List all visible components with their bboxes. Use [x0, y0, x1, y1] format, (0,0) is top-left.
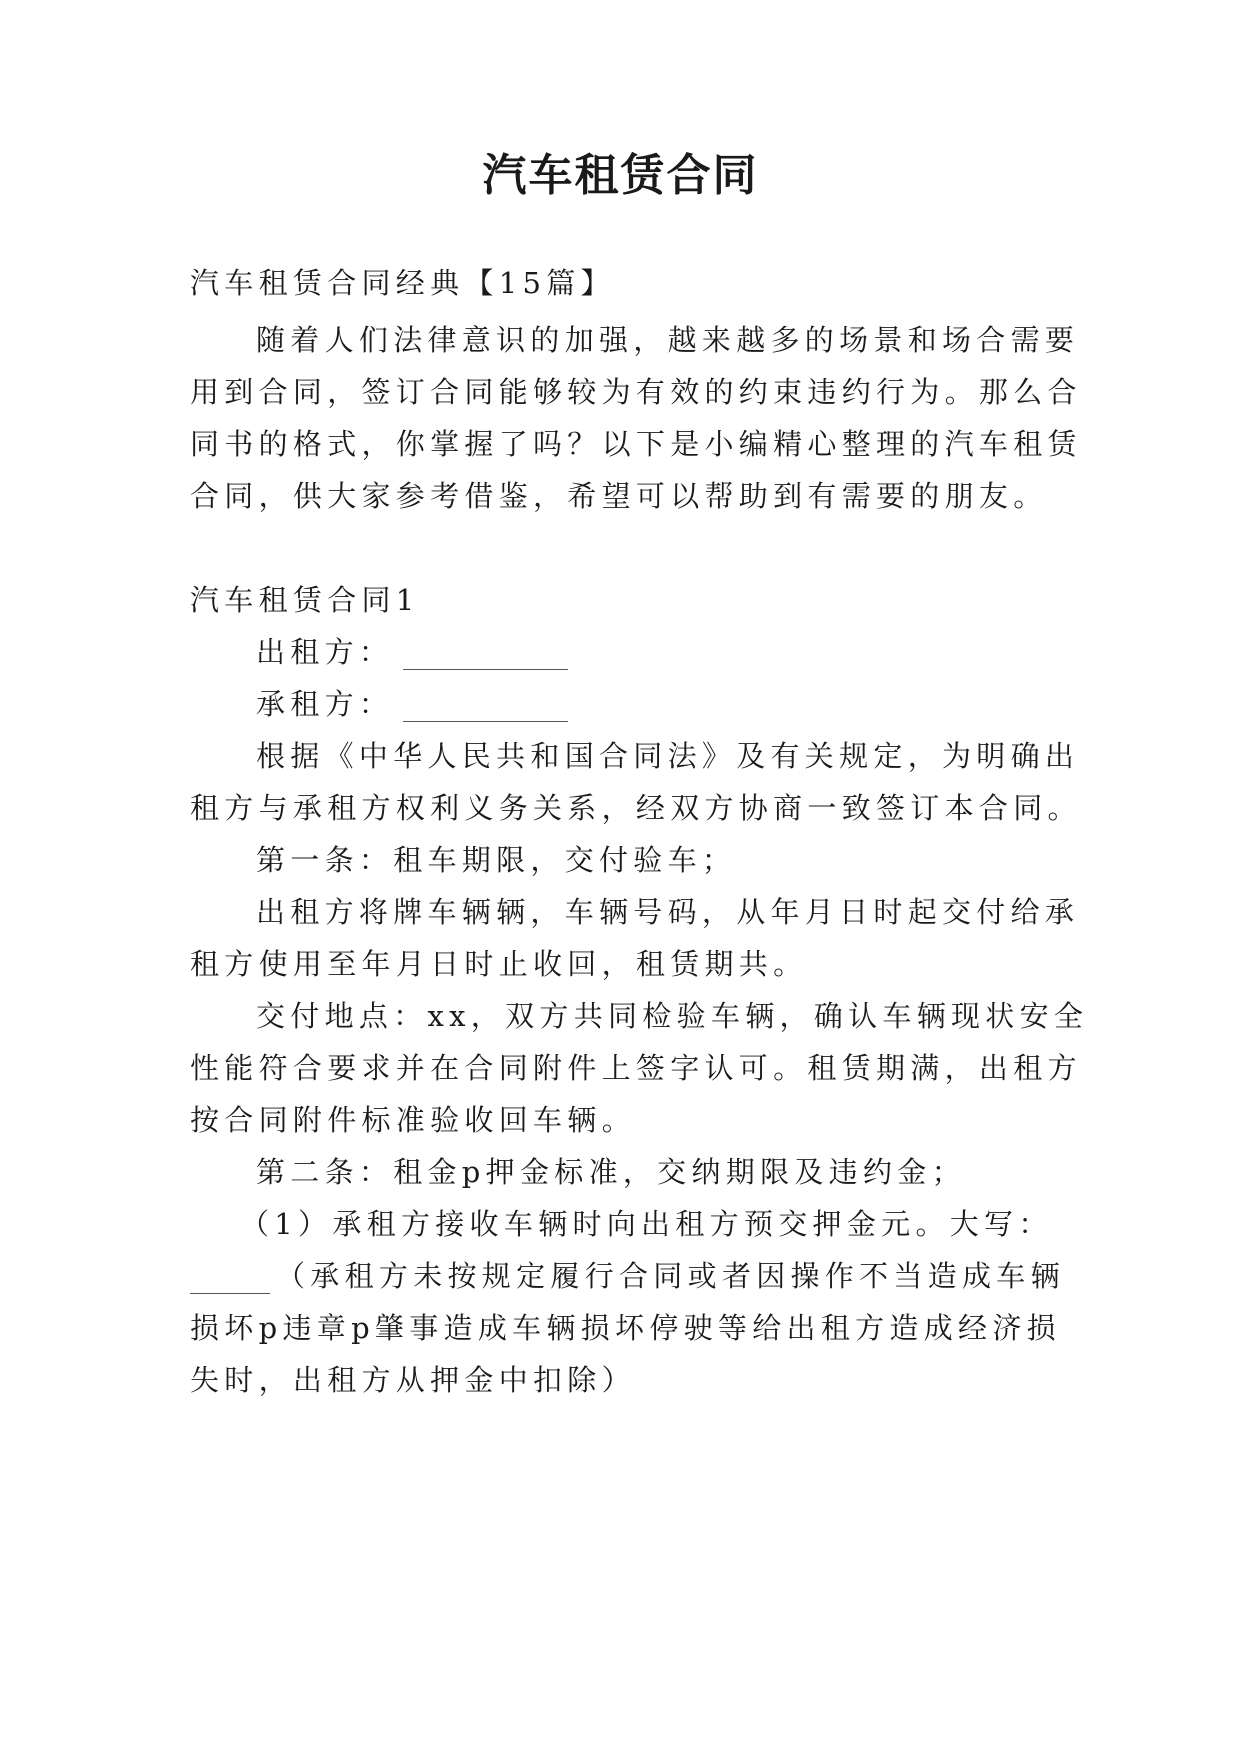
- lessee-row: [256, 684, 568, 724]
- lessee-label: 承租方：: [256, 687, 394, 721]
- lessor-label: 出租方：: [256, 635, 394, 669]
- intro-line-3: 同书的格式，你掌握了吗？以下是小编精心整理的汽车租赁: [190, 427, 1082, 461]
- clause1-line-4: 失时，出租方从押金中扣除）: [190, 1363, 636, 1397]
- clause1-line-2-text: （承租方未按规定履行合同或者因操作不当造成车辆: [276, 1259, 1065, 1293]
- lessor-row: [256, 632, 568, 672]
- article2-heading: 第二条：租金p押金标准，交纳期限及违约金；: [256, 1155, 966, 1189]
- lessee-blank: [403, 691, 568, 722]
- clause1-line-1: （1）承租方接收车辆时向出租方预交押金元。大写：: [240, 1207, 1053, 1241]
- delivery-line-1: 交付地点：xx，双方共同检验车辆，确认车辆现状安全: [256, 999, 1089, 1033]
- clause1-line-2: [190, 1256, 1065, 1296]
- basis-line-2: 租方与承租方权利义务关系，经双方协商一致签订本合同。: [190, 791, 1082, 825]
- article1-line-2: 租方使用至年月日时止收回，租赁期共。: [190, 947, 808, 981]
- article1-line-1: 出租方将牌车辆辆，车辆号码，从年月日时起交付给承: [256, 895, 1080, 929]
- lessor-blank: [403, 639, 568, 670]
- clause1-line-3: 损坏p违章p肇事造成车辆损坏停驶等给出租方造成经济损: [190, 1311, 1061, 1345]
- article1-heading: 第一条：租车期限，交付验车；: [256, 843, 737, 877]
- delivery-line-2: 性能符合要求并在合同附件上签字认可。租赁期满，出租方: [190, 1051, 1082, 1085]
- intro-line-1: 随着人们法律意识的加强，越来越多的场景和场合需要: [256, 323, 1080, 357]
- document-title: 汽车租赁合同: [482, 150, 759, 201]
- delivery-line-3: 按合同附件标准验收回车辆。: [190, 1103, 636, 1137]
- document-subtitle: 汽车租赁合同经典【15篇】: [190, 266, 615, 300]
- basis-line-1: 根据《中华人民共和国合同法》及有关规定，为明确出: [256, 739, 1080, 773]
- section-heading: 汽车租赁合同1: [190, 583, 420, 617]
- deposit-amount-blank: [190, 1263, 270, 1294]
- intro-line-2: 用到合同，签订合同能够较为有效的约束违约行为。那么合: [190, 375, 1082, 409]
- intro-line-4: 合同，供大家参考借鉴，希望可以帮助到有需要的朋友。: [190, 479, 1048, 513]
